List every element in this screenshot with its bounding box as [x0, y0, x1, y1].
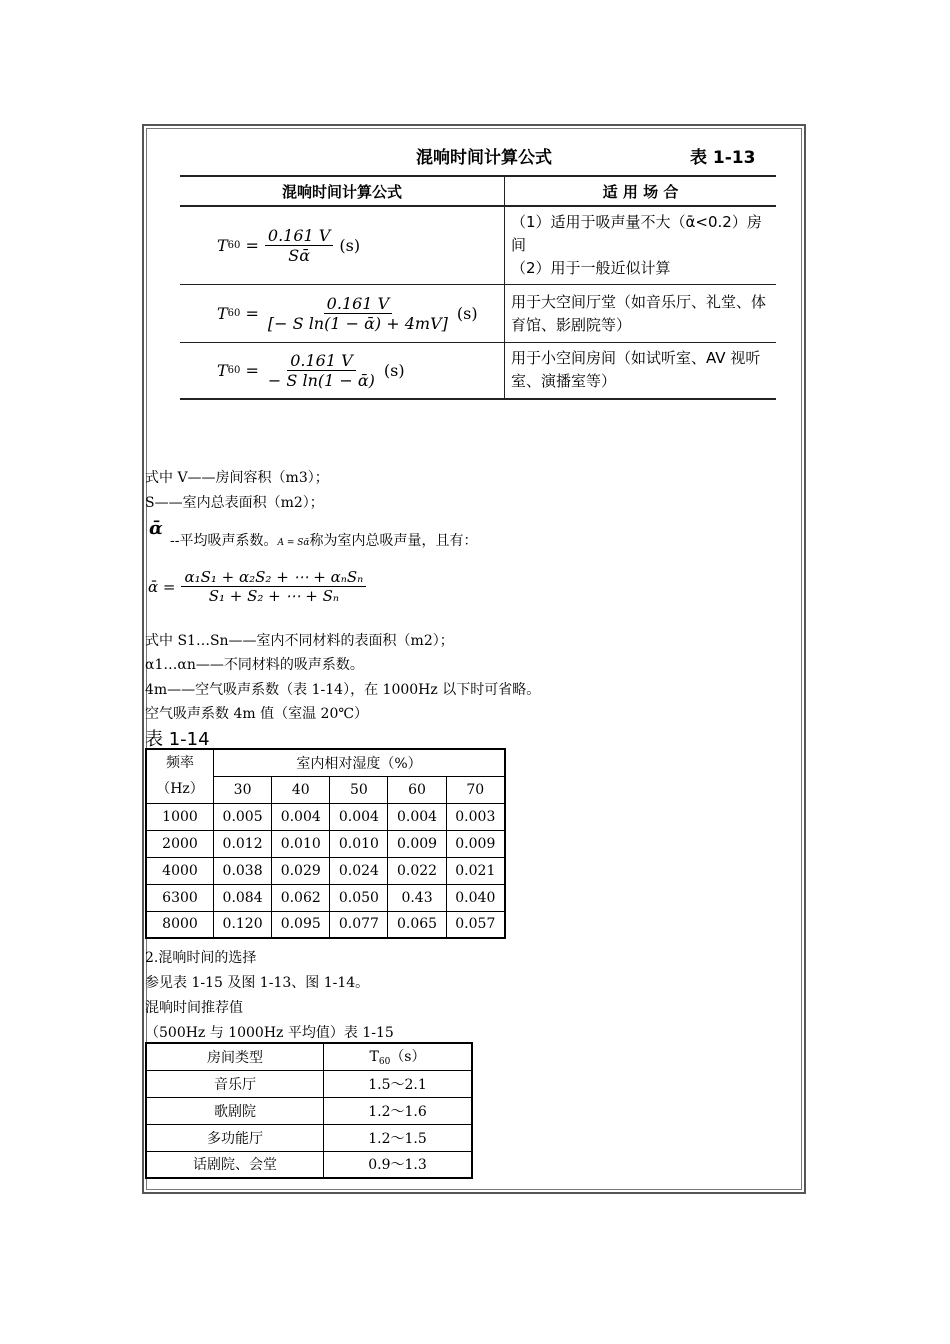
table-number: 表 1-13 [690, 148, 756, 168]
humidity-col: 60 [388, 776, 446, 803]
t60-header: $T_{60}(s)$ [324, 1043, 473, 1070]
text-line: 混响时间推荐值 [145, 1000, 243, 1016]
text-line: α1…αn——不同材料的吸声系数。 [145, 657, 364, 673]
applies-cell: （1）适用于吸声量不大（ᾱ<0.2）房间 （2）用于一般近似计算 [505, 206, 777, 285]
text-line: 式中 S1…Sn——室内不同材料的表面积（m2）； [145, 633, 454, 649]
formula-cell: T 60 = $\frac{0.161 V}{\text{− S ln(1 − ᾱ)}}$ (s) [180, 343, 505, 399]
table-row: 话剧院、会堂 0.9～1.3 [146, 1151, 472, 1178]
mean-absorption-equation: ᾱ = $\frac{\text{α₁S₁ + α₂S₂ + ⋯ + αₙSₙ}}{\text{S₁ + S₂ + ⋯ + Sₙ}}$ [148, 568, 372, 605]
text-line: 4m——空气吸声系数（表 1-14），在 1000Hz 以下时可省略。 [145, 682, 541, 698]
table-row: 1000 0.005 0.004 0.004 0.004 0.003 [146, 803, 505, 830]
text-line: 空气吸声系数 4m 值（室温 20℃） [145, 706, 369, 722]
table-1-13-caption [180, 139, 776, 175]
freq-header: 频率 （Hz） [146, 749, 214, 803]
table-row: 4000 0.038 0.029 0.024 0.022 0.021 [146, 857, 505, 884]
table-row: 歌剧院 1.2～1.6 [146, 1097, 472, 1124]
table-1-13 [180, 139, 776, 400]
table-1-14-label: 表 1-14 [145, 729, 210, 750]
table-row: 8000 0.120 0.095 0.077 0.065 0.057 [146, 911, 505, 938]
table-row: 6300 0.084 0.062 0.050 0.43 0.040 [146, 884, 505, 911]
table-row: 音乐厅 1.5～2.1 [146, 1070, 472, 1097]
applies-cell: 用于小空间房间（如试听室、AV 视听室、演播室等） [505, 343, 777, 399]
humidity-col: 40 [272, 776, 330, 803]
applies-cell: 用于大空间厅堂（如音乐厅、礼堂、体育馆、影剧院等） [505, 285, 777, 343]
humidity-col: 70 [446, 776, 505, 803]
text-line: --平均吸声系数。A = Sᾱ称为室内总吸声量，且有： [170, 533, 478, 549]
room-type-header: 房间类型 [146, 1043, 324, 1070]
humidity-col: 30 [214, 776, 272, 803]
col-header-formula: 混响时间计算公式 [180, 176, 505, 206]
alpha-symbol: ᾱ [149, 518, 163, 539]
text-line: 式中 V——房间容积（m3）； [145, 470, 329, 486]
text-line: 2.混响时间的选择 [145, 950, 257, 966]
text-line: （500Hz 与 1000Hz 平均值）表 1-15 [145, 1025, 394, 1041]
table-row: 多功能厅 1.2～1.5 [146, 1124, 472, 1151]
table-1-14 [145, 748, 506, 939]
table-1-15 [145, 1042, 473, 1179]
formula-cell: T 60 = $\frac{0.161 V}{\text{Sᾱ}}$ (s) [180, 206, 505, 285]
col-header-applies: 适 用 场 合 [505, 176, 777, 206]
text-line: 参见表 1-15 及图 1-13、图 1-14。 [145, 975, 370, 991]
table-title: 混响时间计算公式 [416, 148, 552, 168]
text-line: S——室内总表面积（m2）； [145, 495, 324, 511]
table-row: 2000 0.012 0.010 0.010 0.009 0.009 [146, 830, 505, 857]
humidity-col: 50 [330, 776, 388, 803]
formula-cell: T 60 = $\frac{0.161 V}{\text{[− S ln(1 − ᾱ) + 4mV]}}$ (s) [180, 285, 505, 343]
humidity-header: 室内相对湿度（%） [214, 749, 506, 776]
